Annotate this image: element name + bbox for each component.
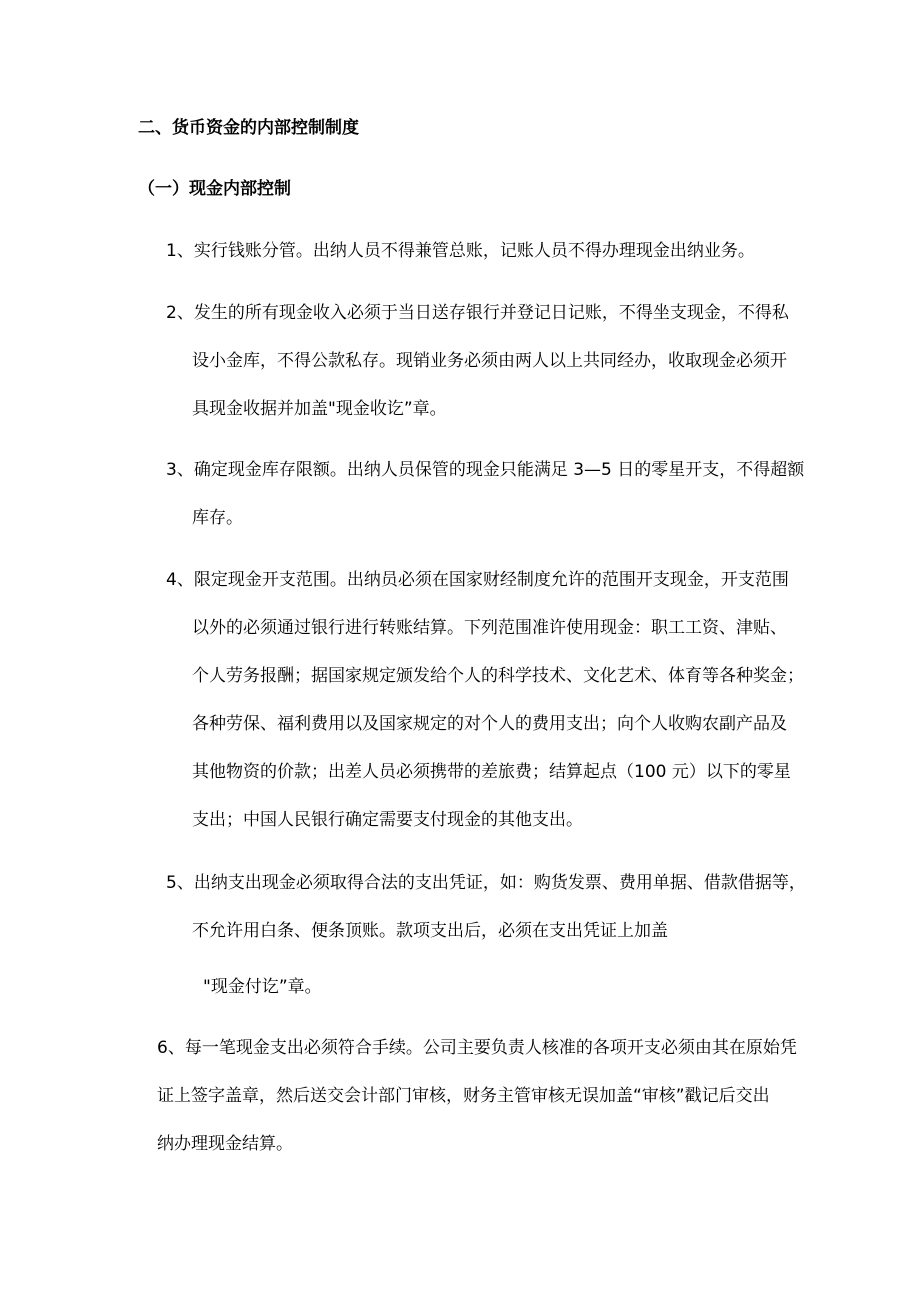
paragraph-line: 支出；中国人民银行确定需要支付现金的其他支出。	[192, 810, 583, 830]
paragraph-line: 其他物资的价款；出差人员必须携带的差旅费；结算起点（100 元）以下的零星	[192, 762, 791, 782]
paragraph-line: 库存。	[192, 508, 243, 528]
paragraph-line: 6、每一笔现金支出必须符合手续。公司主要负责人核准的各项开支必须由其在原始凭	[157, 1038, 797, 1058]
paragraph-line: 具现金收据并加盖"现金收讫”章。	[192, 399, 447, 419]
paragraph-line: "现金付讫”章。	[203, 977, 322, 997]
paragraph-line: 纳办理现金结算。	[157, 1134, 293, 1154]
paragraph-line: 3、确定现金库存限额。出纳人员保管的现金只能满足 3—5 日的零星开支，不得超额	[166, 460, 805, 480]
paragraph-line: 证上签字盖章，然后送交会计部门审核，财务主管审核无误加盖“审核”戳记后交出	[157, 1086, 770, 1106]
paragraph-line: 4、限定现金开支范围。出纳员必须在国家财经制度允许的范围开支现金，开支范围	[166, 570, 789, 590]
paragraph-line: 各种劳保、福利费用以及国家规定的对个人的费用支出；向个人收购农副产品及	[192, 714, 787, 734]
paragraph-line: 以外的必须通过银行进行转账结算。下列范围准许使用现金：职工工资、津贴、	[192, 618, 787, 638]
paragraph-line: 设小金库，不得公款私存。现销业务必须由两人以上共同经办，收取现金必须开	[192, 351, 787, 371]
paragraph-line: 不允许用白条、便条顶账。款项支出后，必须在支出凭证上加盖	[192, 921, 668, 941]
subsection-title: （一）现金内部控制	[138, 179, 291, 199]
section-title: 二、货币资金的内部控制制度	[138, 118, 359, 138]
paragraph-line: 个人劳务报酬；据国家规定颁发给个人的科学技术、文化艺术、体育等各种奖金；	[192, 666, 804, 686]
paragraph-line: 5、出纳支出现金必须取得合法的支出凭证，如：购货发票、费用单据、借款借据等，	[166, 873, 806, 893]
paragraph-line: 1、实行钱账分管。出纳人员不得兼管总账，记账人员不得办理现金出纳业务。	[166, 241, 755, 261]
paragraph-line: 2、发生的所有现金收入必须于当日送存银行并登记日记账，不得坐支现金，不得私	[166, 303, 789, 323]
